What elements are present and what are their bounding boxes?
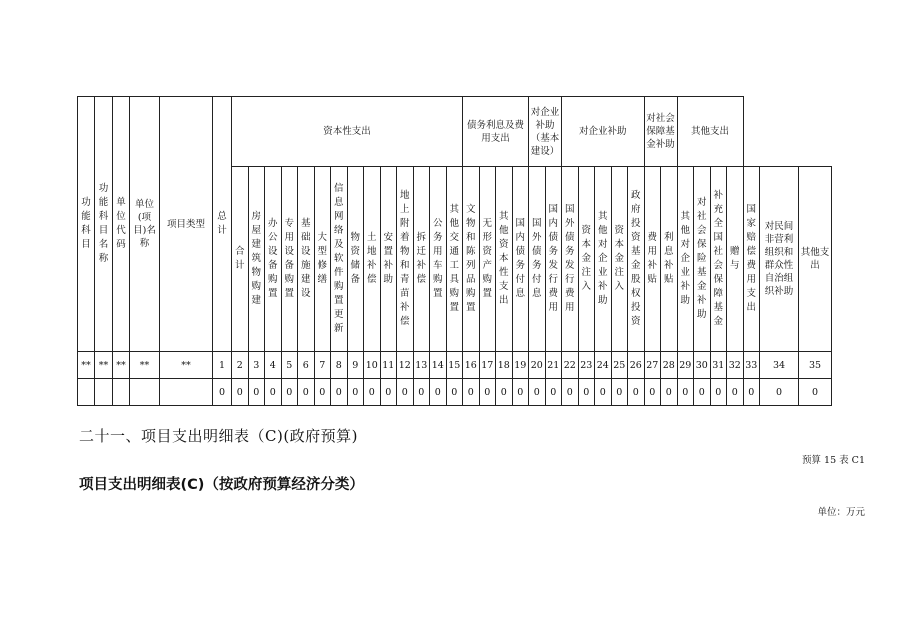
index-cell: 33 <box>743 352 760 379</box>
header-subcol-label: 利息补贴 <box>664 232 674 285</box>
index-cell: 14 <box>430 352 447 379</box>
header-fixed-label: 功能科目 <box>81 197 91 250</box>
header-fixed-cell <box>78 97 95 352</box>
header-subcol-cell <box>529 167 546 352</box>
index-cell: ** <box>130 352 160 379</box>
header-subcol-label: 国外债务发行费用 <box>565 204 575 313</box>
header-subcol-label: 房屋建筑物购建 <box>251 211 262 306</box>
data-cell <box>113 379 130 406</box>
data-cell: 0 <box>595 379 612 406</box>
header-subcol-cell <box>694 167 711 352</box>
data-cell <box>95 379 113 406</box>
header-fixed-label: 总计 <box>217 211 227 236</box>
header-group-cell <box>529 97 562 167</box>
header-subcol-cell <box>562 167 579 352</box>
header-subcol-label: 国家赔偿费用支出 <box>746 204 757 313</box>
header-fixed-cell <box>213 97 232 352</box>
header-subcol-label: 安置补助 <box>383 232 394 285</box>
data-cell <box>160 379 213 406</box>
header-subcol-label: 公务用车购置 <box>433 218 443 299</box>
header-subcol-cell <box>331 167 348 352</box>
header-subcol-cell <box>512 167 529 352</box>
header-subcol-label: 无形资产购置 <box>482 218 493 299</box>
header-group-label: 资本性支出 <box>323 126 371 137</box>
index-cell: 5 <box>281 352 298 379</box>
header-group-cell <box>677 97 743 167</box>
index-cell: 27 <box>644 352 661 379</box>
index-cell: 23 <box>578 352 595 379</box>
header-subcol-cell <box>578 167 595 352</box>
index-cell: 12 <box>397 352 414 379</box>
index-cell: 29 <box>677 352 694 379</box>
header-subcol-cell <box>413 167 430 352</box>
data-cell <box>78 379 95 406</box>
header-group-label: 对企业补助 <box>578 126 627 137</box>
header-subcol-label: 办公设备购置 <box>268 218 278 299</box>
data-cell: 0 <box>314 379 331 406</box>
data-row <box>78 379 832 406</box>
page-title: 二十一、项目支出明细表（C)(政府预算) <box>79 427 359 445</box>
header-group-cell <box>232 97 463 167</box>
header-subcol-cell <box>347 167 364 352</box>
data-cell: 0 <box>265 379 282 406</box>
header-subcol-cell <box>232 167 249 352</box>
header-subcol-cell <box>364 167 381 352</box>
table-title: 项目支出明细表(C)（按政府预算经济分类） <box>79 477 364 493</box>
header-subcol-label: 专用设备购置 <box>284 218 295 299</box>
data-cell: 0 <box>232 379 249 406</box>
index-cell: 1 <box>213 352 232 379</box>
data-cell: 0 <box>760 379 799 406</box>
header-subcol-cell <box>799 167 832 352</box>
header-fixed-cell <box>95 97 113 352</box>
budget-code-label: 预算 15 表 C1 <box>802 455 865 466</box>
header-subcol-label: 国内债务发行费用 <box>548 204 559 313</box>
header-subcol-cell <box>545 167 562 352</box>
data-cell: 0 <box>347 379 364 406</box>
data-cell: 0 <box>496 379 513 406</box>
index-cell: 6 <box>298 352 315 379</box>
data-cell: 0 <box>562 379 579 406</box>
index-cell: 22 <box>562 352 579 379</box>
header-subcol-cell <box>397 167 414 352</box>
index-cell: 28 <box>661 352 678 379</box>
header-fixed-cell <box>130 97 160 352</box>
index-cell: 4 <box>265 352 282 379</box>
header-subcol-cell <box>743 167 760 352</box>
index-cell: 13 <box>413 352 430 379</box>
header-subcol-cell <box>644 167 661 352</box>
data-cell: 0 <box>661 379 678 406</box>
header-subcol-label: 国外债务付息 <box>532 218 542 299</box>
header-group-label: 对企业补助（基本建设） <box>530 106 560 157</box>
header-subcol-label: 其他支出 <box>800 247 830 271</box>
header-subcol-cell <box>628 167 645 352</box>
header-fixed-label: 项目类型 <box>166 218 205 230</box>
header-subcol-cell <box>463 167 480 352</box>
header-subcol-label: 土地补偿 <box>367 232 377 285</box>
data-cell: 0 <box>743 379 760 406</box>
data-cell: 0 <box>545 379 562 406</box>
index-cell: 26 <box>628 352 645 379</box>
header-subcol-cell <box>446 167 463 352</box>
data-cell: 0 <box>331 379 348 406</box>
project-expenditure-table <box>77 96 832 406</box>
header-subcol-label: 资本金注入 <box>614 225 625 292</box>
data-cell: 0 <box>397 379 414 406</box>
index-cell: 21 <box>545 352 562 379</box>
data-cell: 0 <box>463 379 480 406</box>
index-cell: ** <box>113 352 130 379</box>
index-cell: 31 <box>710 352 727 379</box>
index-cell: 30 <box>694 352 711 379</box>
header-group-cell <box>644 97 677 167</box>
data-cell: 0 <box>446 379 463 406</box>
data-cell: 0 <box>413 379 430 406</box>
index-cell: 20 <box>529 352 546 379</box>
header-subcol-cell <box>479 167 496 352</box>
header-subcol-label: 对民间非营利组织和群众性自治组织补助 <box>764 221 794 297</box>
header-row-groups <box>78 97 832 167</box>
header-subcol-cell <box>595 167 612 352</box>
header-subcol-label: 对社会保险基金补助 <box>697 197 707 320</box>
index-cell: 2 <box>232 352 249 379</box>
index-cell: 32 <box>727 352 744 379</box>
index-cell: 3 <box>248 352 265 379</box>
data-cell: 0 <box>430 379 447 406</box>
data-cell: 0 <box>512 379 529 406</box>
data-cell: 0 <box>710 379 727 406</box>
header-subcol-cell <box>661 167 678 352</box>
index-cell: 25 <box>611 352 628 379</box>
header-subcol-cell <box>710 167 727 352</box>
index-cell: 11 <box>380 352 397 379</box>
header-subcol-cell <box>727 167 744 352</box>
header-subcol-label: 费用补贴 <box>647 232 658 285</box>
data-cell <box>130 379 160 406</box>
header-subcol-cell <box>281 167 298 352</box>
data-cell: 0 <box>578 379 595 406</box>
data-cell: 0 <box>677 379 694 406</box>
header-subcol-label: 物资储备 <box>350 232 361 285</box>
header-subcol-cell <box>677 167 694 352</box>
index-cell: 24 <box>595 352 612 379</box>
header-subcol-label: 拆迁补偿 <box>416 232 427 285</box>
header-fixed-cell <box>113 97 130 352</box>
index-cell: 7 <box>314 352 331 379</box>
index-cell: 35 <box>799 352 832 379</box>
index-cell: 18 <box>496 352 513 379</box>
index-cell: 19 <box>512 352 529 379</box>
header-subcol-cell <box>298 167 315 352</box>
header-subcol-label: 其他对企业补助 <box>598 211 608 306</box>
data-cell: 0 <box>298 379 315 406</box>
data-cell: 0 <box>628 379 645 406</box>
index-cell: 8 <box>331 352 348 379</box>
data-cell: 0 <box>281 379 298 406</box>
expenditure-grid <box>77 96 832 406</box>
data-cell: 0 <box>364 379 381 406</box>
header-subcol-label: 赠与 <box>730 246 740 271</box>
index-cell: 34 <box>760 352 799 379</box>
header-subcol-label: 大型修缮 <box>317 232 328 285</box>
data-cell: 0 <box>611 379 628 406</box>
index-row <box>78 352 832 379</box>
index-cell: 17 <box>479 352 496 379</box>
header-subcol-label: 政府投资基金股权投资 <box>631 190 641 327</box>
header-subcol-cell <box>760 167 799 352</box>
header-subcol-cell <box>248 167 265 352</box>
header-subcol-label: 地上附着物和青苗补偿 <box>400 190 410 327</box>
index-cell: 10 <box>364 352 381 379</box>
header-fixed-label: 单位(项目)名称 <box>133 199 156 249</box>
header-subcol-label: 文物和陈列品购置 <box>466 204 476 313</box>
header-subcol-cell <box>314 167 331 352</box>
header-fixed-label: 功能科目名称 <box>98 183 109 264</box>
index-cell: 16 <box>463 352 480 379</box>
header-subcol-label: 资本金注入 <box>581 225 592 292</box>
data-cell: 0 <box>248 379 265 406</box>
header-group-cell <box>463 97 529 167</box>
index-cell: ** <box>78 352 95 379</box>
unit-label: 单位：万元 <box>817 507 865 518</box>
index-cell: ** <box>95 352 113 379</box>
header-subcol-label: 其他交通工具购置 <box>449 204 460 313</box>
header-fixed-label: 单位代码 <box>116 197 126 250</box>
header-subcol-label: 基础设施建设 <box>301 218 311 299</box>
index-cell: 9 <box>347 352 364 379</box>
data-cell: 0 <box>479 379 496 406</box>
index-cell: 15 <box>446 352 463 379</box>
data-cell: 0 <box>799 379 832 406</box>
data-cell: 0 <box>529 379 546 406</box>
data-cell: 0 <box>380 379 397 406</box>
header-subcol-label: 信息网络及软件购置更新 <box>334 183 344 334</box>
header-subcol-cell <box>496 167 513 352</box>
header-group-label: 其他支出 <box>690 126 729 137</box>
header-fixed-cell <box>160 97 213 352</box>
header-subcol-cell <box>430 167 447 352</box>
header-subcol-label: 补充全国社会保障基金 <box>713 190 724 327</box>
header-subcol-label: 其他资本性支出 <box>499 211 509 306</box>
header-subcol-cell <box>611 167 628 352</box>
header-subcol-label: 国内债务付息 <box>515 218 526 299</box>
header-group-label: 债务利息及费用支出 <box>466 119 524 144</box>
data-cell: 0 <box>213 379 232 406</box>
data-cell: 0 <box>644 379 661 406</box>
header-group-label: 对社会保障基金补助 <box>646 113 675 150</box>
index-cell: ** <box>160 352 213 379</box>
header-subcol-label: 其他对企业补助 <box>680 211 691 306</box>
data-cell: 0 <box>727 379 744 406</box>
header-subcol-cell <box>265 167 282 352</box>
header-subcol-cell <box>380 167 397 352</box>
data-cell: 0 <box>694 379 711 406</box>
header-subcol-label: 合计 <box>235 246 245 271</box>
header-group-cell <box>562 97 645 167</box>
